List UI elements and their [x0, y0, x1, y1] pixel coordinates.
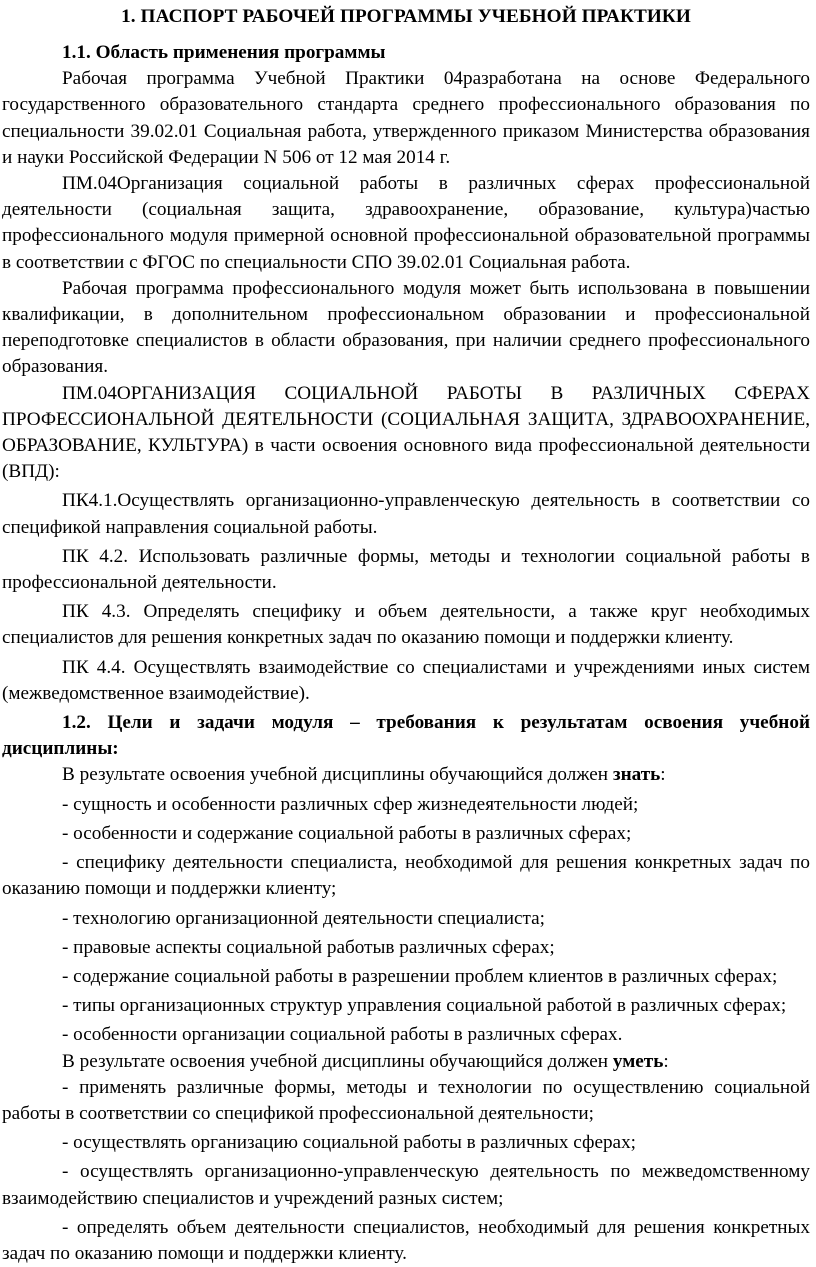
know-intro [2, 762, 810, 788]
paragraph-program-basis: Рабочая программа Учебной Практики 04разработана на основе Федерального государственного образовательного стандарта среднего профессионального образования по специальности 39.02.01 Социальная работа, утвержденного приказом Министерства образования и науки Российской Федерации N 506 от 12 мая 2014 г. [2, 68, 810, 168]
can-keyword: уметь [612, 1050, 664, 1072]
know-intro-text: В результате освоения учебной дисциплины обучающийся должен [62, 764, 613, 786]
competence-pk-4-4: ПК 4.4. Осуществлять взаимодействие со специалистами и учреждениями иных систем (межведомственное взаимодействие). [2, 656, 810, 704]
know-item: - специфику деятельности специалиста, необходимой для решения конкретных задач по оказанию помощи и поддержки клиенту; [2, 852, 810, 900]
paragraph-pm04-part: ПМ.04Организация социальной работы в различных сферах профессиональной деятельности (социальная защита, здравоохранение, образование, культура)частью профессионального модуля примерной основной профессиональной образовательной программы в соответствии с ФГОС по специальности СПО 39.02.01 Социальная работа. [2, 173, 810, 273]
competence-pk-4-2: ПК 4.2. Использовать различные формы, методы и технологии социальной работы в профессиональной деятельности. [2, 545, 810, 594]
section-1-1-heading: 1.1. Область применения программы [62, 42, 386, 63]
section-1-2-heading: 1.2. Цели и задачи модуля – требования к результатам освоения учебной дисциплины: [2, 712, 810, 760]
can-item: - определять объем деятельности специалистов, необходимый для решения конкретных задач по оказанию помощи и поддержки клиенту. [2, 1216, 810, 1264]
paragraph-program-usage: Рабочая программа профессионального модуля может быть использована в повышении квалификации, в дополнительном профессиональном образовании и профессиональной переподготовке специалистов в области образования, при наличии среднего профессионального образования. [2, 277, 810, 378]
know-item: - содержание социальной работы в разрешении проблем клиентов в различных сферах; [62, 965, 778, 987]
can-item: - осуществлять организационно-управленческую деятельность по межведомственному взаимодействию специалистов и учреждений разных систем; [2, 1161, 810, 1209]
can-item: - применять различные формы, методы и технологии по осуществлению социальной работы в соответствии со спецификой профессиональной деятельности; [2, 1076, 810, 1124]
know-item: - сущность и особенности различных сфер жизнедеятельности людей; [62, 793, 639, 815]
can-item: - осуществлять организацию социальной работы в различных сферах; [62, 1132, 636, 1154]
know-keyword: знать [612, 764, 661, 786]
know-colon: : [660, 764, 666, 786]
competence-pk-4-3: ПК 4.3. Определять специфику и объем деятельности, а также круг необходимых специалистов для решения конкретных задач по оказанию помощи и поддержки клиенту. [2, 601, 810, 649]
can-intro [2, 1049, 810, 1075]
know-item: - типы организационных структур управления социальной работой в различных сферах; [62, 995, 787, 1017]
know-item: - особенности организации социальной работы в различных сферах. [62, 1024, 623, 1046]
competence-pk-4-1: ПК4.1.Осуществлять организационно-управленческую деятельность в соответствии со спецификой направления социальной работы. [2, 490, 810, 538]
know-item: - особенности и содержание социальной работы в различных сферах; [62, 822, 632, 844]
know-item: - правовые аспекты социальной работыв различных сферах; [62, 936, 555, 958]
can-colon: : [663, 1050, 669, 1072]
can-intro-text: В результате освоения учебной дисциплины обучающийся должен [62, 1050, 613, 1072]
paragraph-pm04-vpd: ПМ.04ОРГАНИЗАЦИЯ СОЦИАЛЬНОЙ РАБОТЫ В РАЗЛИЧНЫХ СФЕРАХ ПРОФЕССИОНАЛЬНОЙ ДЕЯТЕЛЬНОСТИ (СОЦИАЛЬНАЯ ЗАЩИТА, ЗДРАВООХРАНЕНИЕ, ОБРАЗОВАНИЕ, КУЛЬТУРА) в части освоения основного вида профессиональной деятельности (ВПД): [2, 382, 810, 483]
document-title: 1. ПАСПОРТ РАБОЧЕЙ ПРОГРАММЫ УЧЕБНОЙ ПРАКТИКИ [121, 6, 691, 27]
know-item: - технологию организационной деятельности специалиста; [62, 907, 545, 929]
